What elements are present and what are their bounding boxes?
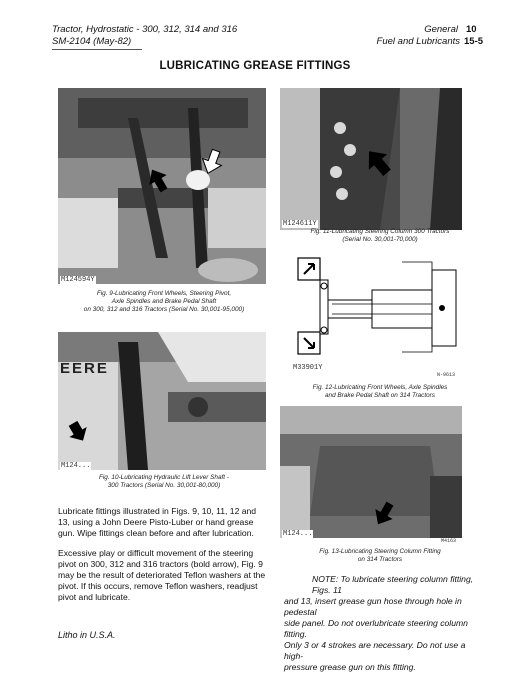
figure-12-diagram [292, 250, 462, 370]
figure-9-caption [58, 290, 270, 314]
figure-12-id: M33901Y [293, 364, 323, 372]
header-doc-number: SM-2104 (May-82) [52, 36, 132, 47]
text-line: side panel. Do not overlubricate steering column fitting. [284, 618, 468, 639]
figure-13-id: M124... [283, 530, 313, 538]
figure-10-caption [58, 474, 270, 490]
footer-litho: Litho in U.S.A. [58, 630, 116, 640]
figure-10-id: M124... [61, 462, 91, 470]
text-line: pivot. If this occurs, remove Teflon washers, readjust [58, 581, 258, 591]
tractor-decal-text: EERE [60, 360, 109, 377]
caption-line: Fig. 12-Lubricating Front Wheels, Axle Spindles [312, 384, 448, 391]
figure-11-id: M124611Y [283, 220, 317, 228]
header-section-number: 10 [466, 24, 477, 35]
figure-11-caption [296, 228, 464, 244]
caption-line: on 300, 312 and 316 Tractors (Serial No. 30,001-95,000) [83, 306, 245, 313]
caption-line: Fig. 13-Lubricating Steering Column Fitting [319, 548, 441, 555]
caption-line: Fig. 9-Lubricating Front Wheels, Steering Pivot, [96, 290, 232, 297]
header-group-name: Fuel and Lubricants [376, 36, 460, 47]
text-line: pressure grease gun on this fitting. [284, 662, 416, 672]
caption-line: Fig. 11-Lubricating Steering Column 300 Tractors [310, 228, 450, 235]
note-paragraph [284, 574, 484, 673]
text-line: Lubricate fittings illustrated in Figs. 9, 10, 11, 12 and [58, 506, 257, 516]
text-line: and 13, insert grease gun hose through hole in pedestal [284, 596, 462, 617]
figure-9-photo [58, 88, 266, 284]
text-line: 13, using a John Deere Pisto-Luber or hand grease [58, 517, 254, 527]
figure-11-photo [280, 88, 462, 230]
figure-10-photo [58, 332, 266, 470]
text-line: NOTE: To lubricate steering column fitting, Figs. 11 [312, 574, 474, 595]
caption-line: Fig. 10-Lubricating Hydraulic Lift Lever Shaft - [98, 474, 229, 481]
figure-13-photo [280, 406, 462, 538]
figure-13-id-right: M4163 [441, 538, 457, 544]
header-doc-title: Tractor, Hydrostatic - 300, 312, 314 and 316 [52, 24, 238, 35]
body-paragraph-2 [58, 548, 278, 603]
figure-12-id-right: N-9613 [437, 372, 456, 378]
body-paragraph-1 [58, 506, 278, 539]
text-line: Excessive play or difficult movement of the steering [58, 548, 254, 558]
page-title: LUBRICATING GREASE FITTINGS [159, 60, 351, 72]
text-line: Only 3 or 4 strokes are necessary. Do not use a high- [284, 640, 466, 661]
text-line: pivot and lubricate. [58, 592, 131, 602]
figure-9-id: M124594Y [61, 276, 95, 284]
text-line: pivot on 300, 312 and 316 tractors (bold arrow), Fig. 9 [58, 559, 263, 569]
header-rule [52, 49, 142, 50]
caption-line: (Serial No. 30,001-70,000) [342, 236, 418, 243]
caption-line: Axle Spindles and Brake Pedal Shaft [111, 298, 217, 305]
header-page-number: 15-5 [464, 36, 484, 47]
figure-13-caption [296, 548, 464, 564]
caption-line: 300 Tractors (Serial No. 30,001-80,000) [107, 482, 221, 489]
text-line: may be the result of deteriorated Teflon washers at the [58, 570, 266, 580]
caption-line: and Brake Pedal Shaft on 314 Tractors [324, 392, 435, 399]
header-section-name: General [424, 24, 458, 35]
caption-line: on 314 Tractors [357, 556, 403, 563]
figure-12-caption [296, 384, 464, 400]
text-line: gun. Wipe fittings clean before and after lubrication. [58, 528, 254, 538]
